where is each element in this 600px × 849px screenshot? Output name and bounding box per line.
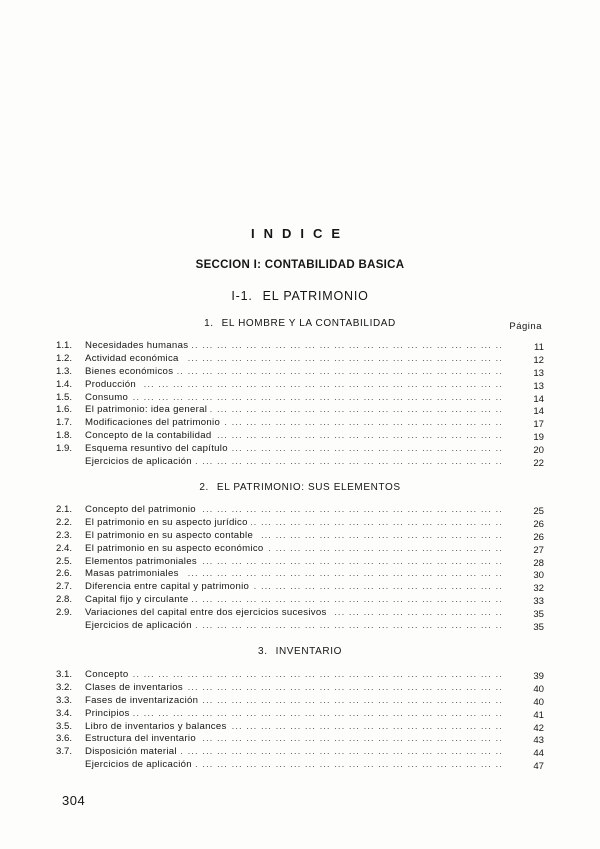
group-number: 1. (204, 318, 214, 329)
entry-page: 35 (533, 622, 544, 634)
entry-leader (85, 708, 501, 721)
toc-entry (56, 366, 544, 379)
entry-number: 1.7. (56, 417, 73, 429)
entry-page: 25 (533, 506, 544, 517)
toc-entry (56, 594, 544, 607)
toc-entry (56, 620, 544, 633)
chapter-number: I-1. (231, 289, 253, 303)
chapter-title: EL PATRIMONIO (262, 289, 369, 303)
entry-leader (85, 620, 501, 633)
toc-entry (56, 443, 544, 456)
entry-number: 3.3. (56, 694, 73, 706)
entry-leader (85, 581, 501, 594)
entry-page: 20 (533, 445, 544, 457)
entry-number: 2.4. (56, 542, 73, 554)
entry-leader (85, 594, 501, 607)
entry-title: Capital fijo y circulante (85, 594, 191, 605)
entry-page: 44 (533, 748, 544, 760)
entry-number: 2.9. (56, 607, 73, 619)
group-number: 2. (199, 482, 209, 493)
toc-entry (56, 556, 544, 569)
entry-number: 1.1. (56, 340, 73, 351)
entry-title: Necesidades humanas (85, 340, 191, 351)
entry-page: 26 (533, 518, 544, 530)
entry-title: Clases de inventarios (85, 682, 186, 693)
entry-title: Diferencia entre capital y patrimonio (85, 581, 252, 592)
entry-page: 26 (533, 531, 544, 543)
entry-title: Fases de inventarización (85, 695, 201, 706)
entry-page: 39 (533, 671, 544, 682)
toc-entry (56, 353, 544, 366)
entry-title: Principios (85, 708, 133, 719)
entry-title: El patrimonio en su aspecto jurídico (85, 517, 251, 528)
entry-page: 14 (533, 393, 544, 405)
toc-entry (56, 708, 544, 721)
entry-title: Masas patrimoniales (85, 568, 182, 579)
toc-entry (56, 340, 544, 353)
page-title: INDICE (250, 226, 350, 241)
entry-page: 43 (533, 735, 544, 747)
entry-page: 28 (533, 557, 544, 569)
entry-page: 19 (533, 432, 544, 444)
entry-number: 1.9. (56, 443, 73, 455)
entry-page: 27 (533, 544, 544, 556)
entry-leader (85, 746, 501, 759)
entry-title: Esquema resuntivo del capítulo (85, 443, 231, 454)
entry-list (56, 340, 544, 469)
entry-page: 41 (533, 709, 544, 721)
entry-leader (85, 417, 501, 430)
entry-page: 42 (533, 722, 544, 734)
entry-leader (85, 456, 501, 469)
entry-title: Concepto del patrimonio (85, 504, 199, 515)
entry-page: 22 (533, 458, 544, 470)
entry-number: 2.7. (56, 581, 73, 593)
entry-leader (85, 759, 501, 772)
entry-page: 40 (533, 696, 544, 708)
toc-entry (56, 543, 544, 556)
entry-number: 2.3. (56, 529, 73, 541)
group-title: EL HOMBRE Y LA CONTABILIDAD (221, 318, 396, 329)
entry-leader (85, 682, 501, 695)
entry-leader (85, 379, 501, 392)
entry-page: 47 (533, 761, 544, 773)
toc-entry (56, 404, 544, 417)
entry-title: Producción (85, 379, 139, 390)
entry-leader (85, 669, 501, 682)
group-heading (0, 646, 600, 657)
entry-page: 14 (533, 406, 544, 418)
entry-number: 3.5. (56, 720, 73, 732)
entry-number: 2.6. (56, 568, 73, 580)
entry-title: Ejercicios de aplicación (85, 759, 195, 770)
entry-leader (85, 568, 501, 581)
toc-entry (56, 392, 544, 405)
entry-title: Ejercicios de aplicación (85, 620, 195, 631)
entry-number: 3.7. (56, 746, 73, 758)
toc-entry (56, 517, 544, 530)
toc-entry (56, 530, 544, 543)
entry-title: Actividad económica (85, 353, 182, 364)
entry-page: 40 (533, 683, 544, 695)
entry-number: 1.4. (56, 378, 73, 390)
entry-title: El patrimonio: idea general (85, 404, 210, 415)
toc-entry (56, 430, 544, 443)
toc-entry (56, 695, 544, 708)
entry-number: 2.5. (56, 555, 73, 567)
entry-list (56, 669, 544, 772)
entry-leader (85, 721, 501, 734)
entry-number: 2.2. (56, 516, 73, 528)
toc-entry (56, 733, 544, 746)
entry-page: 13 (533, 367, 544, 379)
group-number: 3. (258, 646, 268, 657)
page-number: 304 (62, 793, 86, 808)
entry-title: Consumo (85, 392, 131, 403)
entry-number: 2.8. (56, 594, 73, 606)
toc-entry (56, 379, 544, 392)
entry-page: 13 (533, 380, 544, 392)
entry-number: 1.2. (56, 352, 73, 364)
entry-title: El patrimonio en su aspecto económico (85, 543, 267, 554)
entry-title: El patrimonio en su aspecto contable (85, 530, 256, 541)
entry-leader (85, 353, 501, 366)
toc-entry (56, 669, 544, 682)
entry-page: 30 (533, 570, 544, 582)
toc-entry (56, 746, 544, 759)
entry-number: 3.6. (56, 733, 73, 745)
group-title: EL PATRIMONIO: SUS ELEMENTOS (216, 482, 401, 493)
entry-leader (85, 530, 501, 543)
entry-number: 1.3. (56, 365, 73, 377)
toc-entry (56, 682, 544, 695)
entry-leader (85, 443, 501, 456)
entry-page: 12 (533, 354, 544, 366)
entry-leader (85, 392, 501, 405)
entry-leader (85, 607, 501, 620)
entry-title: Variaciones del capital entre dos ejercicios sucesivos (85, 607, 330, 618)
section-heading: SECCION I: CONTABILIDAD BASICA (195, 259, 405, 271)
entry-page: 33 (533, 596, 544, 608)
entry-title: Concepto (85, 669, 131, 680)
entry-title: Concepto de la contabilidad (85, 430, 215, 441)
entry-number: 2.1. (56, 504, 73, 515)
toc-entry (56, 417, 544, 430)
toc-entry (56, 504, 544, 517)
entry-title: Bienes económicos (85, 366, 176, 377)
entry-leader (85, 430, 501, 443)
entry-title: Elementos patrimoniales (85, 556, 200, 567)
group-heading (0, 482, 600, 493)
entry-page: 35 (533, 609, 544, 621)
entry-leader (85, 517, 501, 530)
entry-leader (85, 340, 501, 353)
entry-leader (85, 404, 501, 417)
entry-page: 17 (533, 419, 544, 431)
entry-number: 3.1. (56, 669, 73, 680)
entry-leader (85, 543, 501, 556)
entry-leader (85, 695, 501, 708)
entry-title: Ejercicios de aplicación (85, 456, 195, 467)
entry-number: 1.8. (56, 430, 73, 442)
entry-title: Disposición material (85, 746, 180, 757)
entry-title: Modificaciones del patrimonio (85, 417, 223, 428)
toc-entry (56, 607, 544, 620)
page-column-label: Página (509, 321, 542, 332)
group-heading (0, 318, 600, 329)
entry-page: 32 (533, 583, 544, 595)
entry-leader (85, 556, 501, 569)
toc-entry (56, 456, 544, 469)
entry-number: 3.2. (56, 681, 73, 693)
chapter-heading (0, 289, 600, 303)
toc-entry (56, 721, 544, 734)
entry-number: 1.6. (56, 404, 73, 416)
entry-leader (85, 733, 501, 746)
entry-leader (85, 366, 501, 379)
entry-title: Libro de inventarios y balances (85, 721, 230, 732)
entry-number: 3.4. (56, 707, 73, 719)
toc-entry (56, 759, 544, 772)
entry-leader (85, 504, 501, 517)
group-title: INVENTARIO (275, 646, 342, 657)
entry-list (56, 504, 544, 633)
entry-page: 11 (534, 342, 544, 353)
entry-title: Estructura del inventario (85, 733, 199, 744)
toc-entry (56, 568, 544, 581)
entry-number: 1.5. (56, 391, 73, 403)
toc-entry (56, 581, 544, 594)
